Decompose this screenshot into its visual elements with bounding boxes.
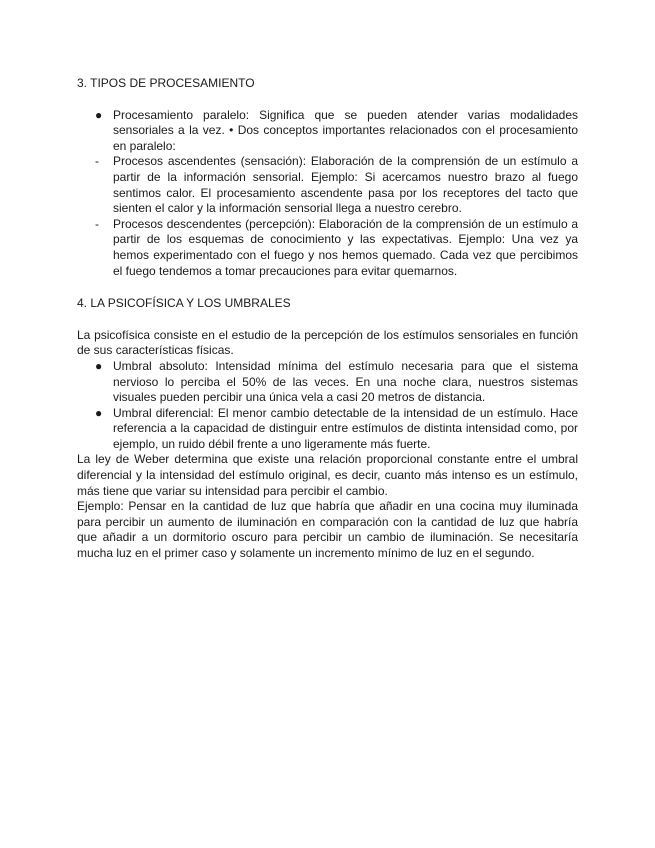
list-item <box>77 217 578 279</box>
dash-marker: - <box>95 154 99 169</box>
list-item-text: Procesos ascendentes (sensación): Elaboración de la comprensión de un estímulo a partir de la información sensorial. Ejemplo: Si acercamos nuestro brazo al fuego sentimos calor. El procesamiento ascendente pasa por los receptores del tacto que sienten el calor y la información sensorial llega a nuestro cerebro. <box>113 154 578 216</box>
bullet-marker: ● <box>95 405 103 420</box>
psicofisica-intro-paragraph: La psicofísica consiste en el estudio de la percepción de los estímulos sensoriales en función de sus características físicas. <box>77 327 578 358</box>
list-item <box>77 359 578 406</box>
list-item-text: Procesos descendentes (percepción): Elaboración de la comprensión de un estímulo a partir de los esquemas de conocimiento y las expectativas. Ejemplo: Una vez ya hemos experimentado con el fuego y nos hemos quemado. Cada vez que percibimos el fuego tendemos a tomar precauciones para evitar quemarnos. <box>113 216 578 278</box>
dash-marker: - <box>95 216 99 231</box>
list-item <box>77 406 578 453</box>
section-4-heading: 4. LA PSICOFÍSICA Y LOS UMBRALES <box>77 296 291 311</box>
list-item <box>77 108 578 155</box>
list-item-text: Procesamiento paralelo: Significa que se pueden atender varias modalidades sensoriales a la vez. • Dos conceptos importantes relacionados con el procesamiento en paralelo: <box>113 107 578 153</box>
section-3-list <box>77 108 578 280</box>
list-item <box>77 154 578 216</box>
bullet-marker: ● <box>95 107 103 122</box>
list-item-text: Umbral absoluto: Intensidad mínima del estímulo necesaria para que el sistema nervioso lo perciba el 50% de las veces. En una noche clara, nuestros sistemas visuales pueden percibir una única vela a casi 20 metros de distancia. <box>113 358 578 405</box>
weber-law-paragraph: La ley de Weber determina que existe una relación proporcional constante entre el umbral diferencial y la intensidad del estímulo original, es decir, cuanto más intenso es un estímulo, más tiene que variar su intensidad para percibir el cambio. <box>77 452 578 498</box>
section-4-list <box>77 359 578 453</box>
bullet-marker: ● <box>95 358 103 373</box>
list-item-text: Umbral diferencial: El menor cambio detectable de la intensidad de un estímulo. Hace referencia a la capacidad de distinguir entre estímulos de distinta intensidad como, por ejemplo, un ruido débil frente a uno ligeramente más fuerte. <box>113 405 578 451</box>
example-paragraph: Ejemplo: Pensar en la cantidad de luz que habría que añadir en una cocina muy iluminada para percibir un aumento de iluminación en comparación con la cantidad de luz que habría que añadir a un dormitorio oscuro para percibir un cambio de iluminación. Se necesitaría mucha luz en el primer caso y solamente un incremento mínimo de luz en el segundo. <box>77 499 578 561</box>
section-3-heading: 3. TIPOS DE PROCESAMIENTO <box>77 76 255 90</box>
